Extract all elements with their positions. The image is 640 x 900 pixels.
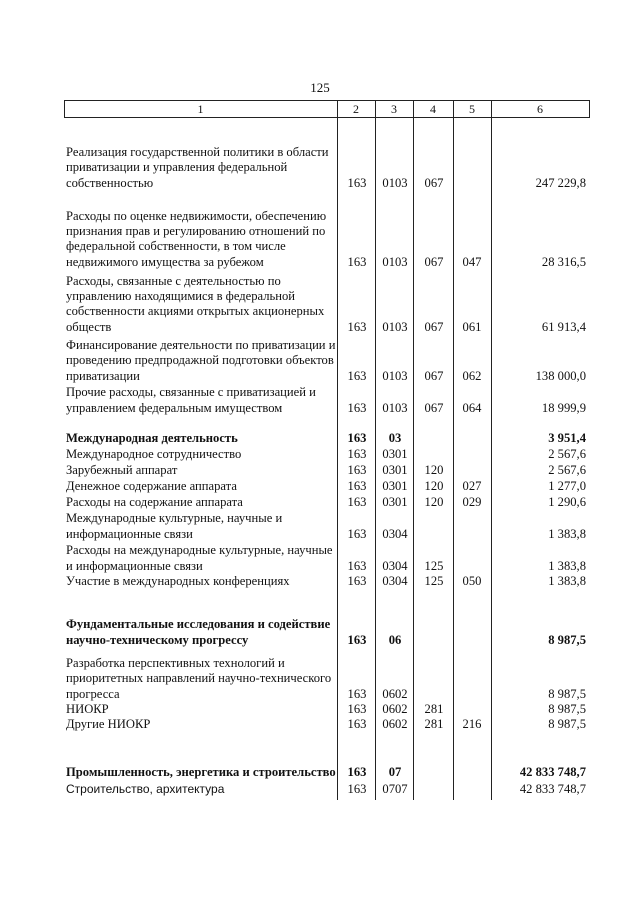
table-row — [64, 702, 590, 717]
row-code-2: 163 — [347, 764, 367, 779]
row-code-4: 067 — [424, 400, 444, 415]
row-code-4: 120 — [424, 494, 444, 509]
row-amount: 8 987,5 — [548, 701, 586, 716]
row-code-2: 163 — [347, 446, 367, 461]
table-row — [64, 478, 590, 494]
row-code-5: 064 — [462, 400, 482, 415]
row-code-3: 0707 — [382, 781, 408, 796]
row-code-5: 061 — [462, 319, 482, 334]
row-code-4: 067 — [424, 175, 444, 190]
row-code-4: 281 — [424, 701, 444, 716]
table-row — [64, 193, 590, 270]
table-row — [64, 574, 590, 589]
row-code-5: 216 — [462, 716, 482, 731]
row-code-2: 163 — [347, 368, 367, 383]
row-amount: 61 913,4 — [541, 319, 586, 334]
row-code-2: 163 — [347, 400, 367, 415]
row-code-4: 120 — [424, 478, 444, 493]
row-code-2: 163 — [347, 319, 367, 334]
row-code-2: 163 — [347, 526, 367, 541]
row-code-4: 067 — [424, 319, 444, 334]
row-code-2: 163 — [347, 175, 367, 190]
table-row — [64, 510, 590, 542]
row-code-3: 0304 — [382, 558, 408, 573]
row-name: Расходы на содержание аппарата — [66, 494, 243, 509]
row-code-2: 163 — [347, 462, 367, 477]
row-code-2: 163 — [347, 478, 367, 493]
row-name: Зарубежный аппарат — [66, 462, 178, 477]
row-name: НИОКР — [66, 701, 109, 716]
row-code-3: 0304 — [382, 573, 408, 588]
page-number: 125 — [310, 80, 330, 95]
row-code-3: 0301 — [382, 462, 408, 477]
row-amount: 1 383,8 — [548, 526, 586, 541]
row-amount: 18 999,9 — [541, 400, 586, 415]
row-code-3: 0602 — [382, 686, 408, 701]
row-code-4: 067 — [424, 254, 444, 269]
row-code-3: 0103 — [382, 368, 408, 383]
row-name: Международное сотрудничество — [66, 446, 242, 461]
row-amount: 2 567,6 — [548, 446, 586, 461]
row-code-3: 07 — [388, 764, 402, 779]
table-row — [64, 462, 590, 478]
row-name: Международная деятельность — [66, 430, 238, 445]
row-name: Финансирование деятельности по приватизации и проведению предпродажной подготовки объектов приватизации — [66, 338, 336, 383]
row-code-4: 125 — [424, 558, 444, 573]
header-col-6: 6 — [537, 102, 543, 116]
table-row — [64, 600, 590, 648]
row-code-3: 0602 — [382, 701, 408, 716]
header-col-1: 1 — [197, 102, 204, 116]
row-name: Другие НИОКР — [66, 716, 151, 731]
header-col-3: 3 — [391, 102, 397, 116]
table-row — [64, 717, 590, 732]
right-border — [589, 100, 590, 118]
header-col-2: 2 — [353, 102, 359, 116]
row-amount: 247 229,8 — [535, 175, 586, 190]
row-name: Участие в международных конференциях — [66, 573, 290, 588]
row-code-2: 163 — [347, 716, 367, 731]
budget-table — [64, 100, 590, 800]
row-amount: 138 000,0 — [535, 368, 586, 383]
header-col-4: 4 — [430, 102, 436, 116]
row-amount: 42 833 748,7 — [519, 781, 586, 796]
row-code-4: 120 — [424, 462, 444, 477]
table-row — [64, 655, 590, 702]
row-name: Прочие расходы, связанные с приватизацией и управлением федеральным имуществом — [66, 385, 316, 415]
row-code-2: 163 — [347, 494, 367, 509]
row-code-5: 062 — [462, 368, 482, 383]
row-code-3: 0103 — [382, 319, 408, 334]
row-code-3: 0602 — [382, 716, 408, 731]
row-code-2: 163 — [347, 573, 367, 588]
header-bottom-border — [64, 117, 590, 118]
table-row — [64, 542, 590, 574]
row-name: Реализация государственной политики в области приватизации и управления федеральной собственностью — [66, 145, 329, 190]
row-code-3: 0103 — [382, 400, 408, 415]
row-name: Международные культурные, научные и информационные связи — [66, 511, 283, 541]
row-amount: 1 383,8 — [548, 558, 586, 573]
row-amount: 1 383,8 — [548, 573, 586, 588]
table-row — [64, 781, 590, 797]
row-code-3: 0301 — [382, 478, 408, 493]
row-code-5: 050 — [462, 573, 482, 588]
table-row — [64, 141, 590, 191]
row-code-3: 03 — [388, 430, 402, 445]
row-amount: 8 987,5 — [548, 632, 586, 647]
header-col-5: 5 — [469, 102, 475, 116]
row-code-5: 047 — [462, 254, 482, 269]
row-amount: 1 277,0 — [548, 478, 586, 493]
row-amount: 8 987,5 — [548, 686, 586, 701]
table-row — [64, 494, 590, 510]
row-amount: 3 951,4 — [548, 430, 586, 445]
row-code-3: 0304 — [382, 526, 408, 541]
row-code-4: 281 — [424, 716, 444, 731]
row-amount: 1 290,6 — [548, 494, 586, 509]
row-code-3: 0301 — [382, 446, 408, 461]
row-code-2: 163 — [347, 781, 367, 796]
row-code-3: 0103 — [382, 254, 408, 269]
row-code-5: 029 — [462, 494, 482, 509]
row-code-2: 163 — [347, 701, 367, 716]
row-code-5: 027 — [462, 478, 482, 493]
row-name: Расходы по оценке недвижимости, обеспечению признания прав и регулированию отношений по федеральной собственности, в том числе недвижимого имущества за рубежом — [66, 208, 327, 269]
row-code-2: 163 — [347, 686, 367, 701]
row-code-3: 06 — [388, 632, 402, 647]
table-row — [64, 273, 590, 335]
row-name: Фундаментальные исследования и содействие научно-техническому прогрессу — [66, 617, 331, 647]
row-name: Разработка перспективных технологий и приоритетных направлений научно-технического прогресса — [66, 656, 332, 701]
row-name: Денежное содержание аппарата — [66, 478, 237, 493]
row-code-2: 163 — [347, 430, 367, 445]
row-code-4: 125 — [424, 573, 444, 588]
row-code-2: 163 — [347, 632, 367, 647]
row-amount: 42 833 748,7 — [519, 764, 586, 779]
row-name: Расходы на международные культурные, научные и информационные связи — [66, 543, 333, 573]
table-row — [64, 335, 590, 384]
row-amount: 28 316,5 — [541, 254, 586, 269]
row-code-3: 0103 — [382, 175, 408, 190]
row-amount: 8 987,5 — [548, 716, 586, 731]
table-top-border — [64, 100, 590, 101]
row-name: Расходы, связанные с деятельностью по управлению находящимися в федеральной собственности акциями открытых акционерных обществ — [66, 273, 325, 334]
row-code-4: 067 — [424, 368, 444, 383]
row-code-2: 163 — [347, 558, 367, 573]
table-row — [64, 430, 590, 446]
table-row — [64, 384, 590, 416]
row-code-2: 163 — [347, 254, 367, 269]
table-row — [64, 446, 590, 462]
row-name: Строительство, архитектура — [66, 781, 225, 796]
row-code-3: 0301 — [382, 494, 408, 509]
row-name: Промышленность, энергетика и строительство — [66, 764, 336, 779]
table-row — [64, 748, 590, 780]
row-amount: 2 567,6 — [548, 462, 586, 477]
